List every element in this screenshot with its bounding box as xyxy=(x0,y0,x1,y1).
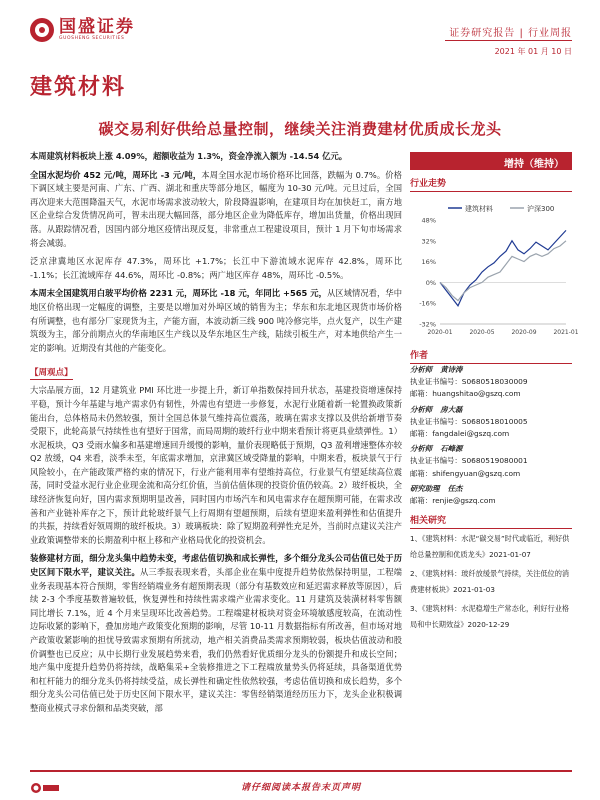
analysts-heading: 作者 xyxy=(410,348,572,364)
analyst-card xyxy=(410,483,572,507)
summary-p2-text: 本周全国水泥市场价格环比回落，跌幅为 0.7%。价格下调区域主要是河南、广东、广西、湖北和重庆等部分地区，幅度为 10-30 元/吨。元旦过后，全国再次迎来大范围降温天气，水泥市场需求波动较大，阶段降温影响，在建项目均在加快赶工，南方地区企业综合发货情况尚可，智未出现大幅回落，部分地区企业为降低库存，增加出货量，价格出现回落。从跟踪情况看，因国内部分地区疫情出现反复，非常重点工程建设项目，预计 1 月下旬市场需求将会减弱。 xyxy=(30,169,402,248)
legend-label: 沪深300 xyxy=(527,205,555,213)
y-tick-label: 16% xyxy=(421,258,436,267)
main-body xyxy=(30,150,402,721)
mail-label: 邮箱： xyxy=(410,496,433,506)
analyst-name: 石峰源 xyxy=(440,444,463,454)
logo-cn-text: 国盛证券 xyxy=(59,17,135,37)
analyst-name: 黄诗涛 xyxy=(440,365,463,374)
related-report-link[interactable]: 3、《建筑材料：水泥稳增生产常态化，利好行业格局和中长期效益》2020-12-29 xyxy=(410,604,570,629)
related-heading: 相关研究 xyxy=(410,513,572,529)
x-tick-label: 2020-09 xyxy=(511,329,537,336)
cert-label: 执业证书编号： xyxy=(410,377,462,387)
report-date: 2021 年 01 月 10 日 xyxy=(494,47,572,56)
x-tick-label: 2020-05 xyxy=(469,329,495,336)
report-header xyxy=(0,0,600,64)
analyst-name: 任杰 xyxy=(447,483,463,493)
cert-label: 执业证书编号： xyxy=(410,456,462,466)
x-tick-label: 2021-01 xyxy=(553,329,579,336)
viewpoint-p2-text: 从三季报表现来看，头部企业在集中度提升趋势依然保持明显，工程端业务表现基本符合预期，零售经销端业务有超预期表现（部分有基数效应和延迟需求释放等原因），后续 2-3 个季度基数普遍较低，恢复弹性和持续性需求端产业需求变化。11 月建筑及装潢材料零售额同比增长 7.1%，近 4 个月来呈现环比改善趋势。工程端建材板块对资金环境敏感度较高，在流动性边际收紧的影响下，叠加房地产政策变化预期的影响，尽管 10-11 月数据指标有所改善，但市场对地产政策收紧影响的担忧导致需求预期有所扰动，地产相关消费品类需求预期较弱，板块估值波动和股价调整也已反应；从中长期行业发展趋势来看，我们仍然看好优质细分龙头的份额提升和成长空间；地产集中度提升趋势仍将持续，战略集采+全装修推进之下工程端放量势头仍将延续，具备渠道优势和杠杆能力的细分龙头仍将持续受益，成长弹性和确定性依然较强，考虑估值切换和成长趋势，多个细分龙头公司估值已处于历史区间下限水平，建议关注：零售经销渠道经历压力下，龙头企业积极调整商业模式寻求份额和品类突破，部 xyxy=(30,567,402,713)
cert-number: S0680518030009 xyxy=(461,377,528,387)
analyst-card xyxy=(410,443,572,480)
y-tick-label: -32% xyxy=(419,320,436,329)
analyst-name: 房大磊 xyxy=(440,404,463,414)
analyst-email[interactable]: shifengyuan@gszq.com xyxy=(432,468,521,478)
viewpoint-heading: 【周观点】 xyxy=(30,368,73,379)
trend-heading: 行业走势 xyxy=(410,176,572,192)
analyst-email[interactable]: renjie@gszq.com xyxy=(432,496,496,506)
footer-disclaimer: 请仔细阅读本报告末页声明 xyxy=(240,783,361,793)
analyst-email[interactable]: huangshitao@gszq.com xyxy=(432,389,521,399)
sector-title: 建筑材料 xyxy=(30,75,127,100)
cert-label: 执业证书编号： xyxy=(410,416,462,426)
rating-badge: 增持（维持） xyxy=(410,152,572,170)
y-tick-label: 32% xyxy=(421,237,436,246)
viewpoint-p2 xyxy=(30,552,402,715)
analyst-card xyxy=(410,404,572,441)
related-report-link[interactable]: 2、《建筑材料：玻纤放缓景气持续，关注低位的消费建材板块》2021-01-03 xyxy=(410,569,570,594)
related-report-link[interactable]: 1、《建筑材料：水泥“碳交易”时代或临近，利好供给总量控制和优质龙头》2021-01-07 xyxy=(410,534,570,559)
viewpoint-p1: 大宗品展方面，12 月建筑业 PMI 环比进一步提上升，新订单指数保持回升状态，基建投资增速保持平稳，预计今年基建与地产需求仍有韧性，外需也有望进一步修复，水泥行业随着新一轮置换政策新能出台，总体格局未仍然较强，预计全国总体景气维持高位震荡，玻璃在需求支撑以及供给新增节奏受限下，此轮高景气持续性也有望好于国常，而局周期的玻纤行业中期来看预计将更具业绩弹性。1）水泥板块，Q3 受雨水偏多和基建增速回升缓慢的影响，量价表现略低于预期，Q3 盈利增速整体亦较 Q2 放缓，Q4 来看，淡季未至，年底需求增加，京津冀区域受降量的影响，中期来看，板块景气于行风险较小，在产能政策严格约束的情况下，行业产能利用率有望维持高位，行业景气有望延续高位震荡，同时受益水泥行业企业现金流和高分红价值，当前估值体现的投资价值仍较高。2）玻纤板块，全球经济恢复向好，国内需求预期明显改善，同时国内市场汽车和风电需求存在超预期可能，在需求改善和产业链补库存之下，预计此轮玻纤景气上行周期有望超预期，后续有望迎来盈利弹性和估值提升的共振，持续看好领周期的玻纤板块。3）玻璃板块：除了短期盈利弹性充足外，当前时点建议关注产业政策调整带来的长期盈利中枢上移和产业格局优化的投资机会。 xyxy=(30,385,402,545)
analyst-list xyxy=(410,364,572,507)
y-tick-label: -16% xyxy=(419,299,436,308)
logo-icon xyxy=(30,18,54,42)
main-title: 碳交易利好供给总量控制，继续关注消费建材优质成长龙头 xyxy=(98,120,502,138)
analyst-card xyxy=(410,364,572,401)
summary-p3: 泛京津冀地区水泥库存 47.3%，周环比 +1.7%；长江中下游流域水泥库存 42.8%，周环比 -1.1%；长江流域库存 44.6%，周环比 -0.8%；两广地区库存 48%，周环比 -0.5%。 xyxy=(30,256,402,280)
cert-number: S0680519080001 xyxy=(461,456,528,466)
analyst-role: 研究助理 xyxy=(410,483,440,493)
mail-label: 邮箱： xyxy=(410,429,433,439)
trend-chart xyxy=(410,192,579,342)
header-divider xyxy=(445,40,572,41)
legend-label: 建筑材料 xyxy=(465,205,493,213)
summary-p4 xyxy=(30,287,402,355)
summary-p2 xyxy=(30,169,402,251)
y-tick-label: 48% xyxy=(421,216,436,225)
viewpoint-p2-lead: 装修建材方面，细分龙头集中趋势未变，考虑估值切换和成长弹性，多个细分龙头公司估值已处于历史区间下限水平，建议关注。 xyxy=(30,553,402,578)
logo-en-text: GUOSHENG SECURITIES xyxy=(59,36,125,41)
analyst-role: 分析师 xyxy=(410,404,433,414)
trend-chart-svg xyxy=(410,192,579,342)
summary-p4-text: 从区域情况看，华中地区价格出现一定幅度的调整，主要是以增加对外埠区域的销售为主；华东和东北地区现货市场价格有所调整，也有部分厂家现货为主，产能方面，本波动新三线 900 吨冷修完毕，点火复产，以生产建筑级为主，部分前期点火的华南地区生产线以及华东地区生产线，陆续引板生产，对本地供给产生一定的影响。近期没有其他的产能变化。 xyxy=(30,288,402,353)
x-tick-label: 2020-01 xyxy=(427,329,453,336)
summary-p4-lead: 本周末全国建筑用白玻平均价格 2231 元，周环比 -18 元，年同比 +565 元， xyxy=(30,288,327,299)
analyst-role: 分析师 xyxy=(410,365,433,374)
summary-p2-lead: 全国水泥均价 452 元/吨，周环比 -3 元/吨， xyxy=(30,169,202,180)
mail-label: 邮箱： xyxy=(410,389,433,399)
y-tick-label: 0% xyxy=(425,278,436,287)
sidebar xyxy=(410,150,579,636)
mail-label: 邮箱： xyxy=(410,468,433,478)
report-type: 证券研究报告 | 行业周报 xyxy=(449,28,572,39)
related-list xyxy=(410,531,572,632)
analyst-email[interactable]: fangdalei@gszq.com xyxy=(432,429,510,439)
cert-number: S0680518010005 xyxy=(461,416,528,426)
brand-logo xyxy=(30,18,135,42)
summary-p1: 本周建筑材料板块上涨 4.09%，超额收益为 1.3%，资金净流入额为 -14.54 亿元。 xyxy=(30,151,348,161)
analyst-role: 分析师 xyxy=(410,444,433,454)
page-footer xyxy=(30,770,572,794)
